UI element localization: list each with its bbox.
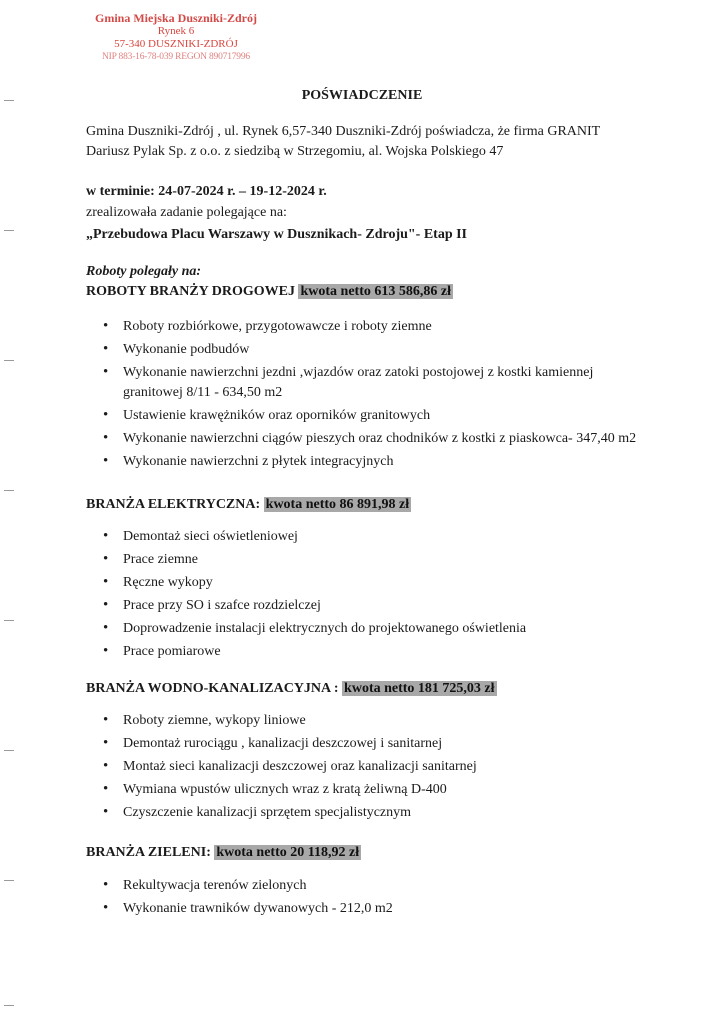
list-item: • Ustawienie krawężników oraz oporników granitowych <box>103 406 643 426</box>
municipality-stamp <box>86 12 266 64</box>
section-electric-list <box>103 527 643 665</box>
margin-mark <box>4 360 14 361</box>
section-green-heading: BRANŻA ZIELENI: <box>86 845 211 860</box>
margin-mark <box>4 880 14 881</box>
margin-mark <box>4 620 14 621</box>
stamp-street: Rynek 6 <box>157 25 195 37</box>
list-item: • Prace przy SO i szafce rozdzielczej <box>103 596 643 616</box>
margin-mark <box>4 1005 14 1006</box>
list-item: • Roboty rozbiórkowe, przygotowawcze i roboty ziemne <box>103 317 643 337</box>
stamp-ids: NIP 883-16-78-039 REGON 890717996 <box>102 52 250 62</box>
margin-mark <box>4 490 14 491</box>
realized-line: zrealizowała zadanie polegające na: <box>86 205 287 220</box>
section-water-heading: BRANŻA WODNO-KANALIZACYJNA : <box>86 681 339 696</box>
term-line: w terminie: 24-07-2024 r. – 19-12-2024 r. <box>86 184 327 199</box>
intro-paragraph: Gmina Duszniki-Zdrój , ul. Rynek 6,57-340 Duszniki-Zdrój poświadcza, że firma GRANIT Dariusz Pylak Sp. z o.o. z siedzibą w Strzegomiu, al. Wojska Polskiego 47 <box>86 124 600 159</box>
list-item: • Demontaż rurociągu , kanalizacji deszczowej i sanitarnej <box>103 734 643 754</box>
section-green-amount: kwota netto 20 118,92 zł <box>216 845 360 860</box>
stamp-name: Gmina Miejska Duszniki-Zdrój <box>94 11 257 25</box>
section-electric-amount: kwota netto 86 891,98 zł <box>265 497 410 512</box>
list-item: • Wykonanie nawierzchni z płytek integracyjnych <box>103 452 643 472</box>
section-water-header <box>86 681 497 697</box>
list-item: • Wykonanie trawników dywanowych - 212,0 m2 <box>103 899 643 919</box>
list-item: • Wykonanie nawierzchni jezdni ,wjazdów oraz zatoki postojowej z kostki kamiennej granitowej 8/11 - 634,50 m2 <box>103 363 643 402</box>
section-green-header <box>86 845 361 861</box>
section-electric-header <box>86 497 411 513</box>
section-green-list <box>103 876 643 922</box>
section-road-amount: kwota netto 613 586,86 zł <box>300 284 451 299</box>
list-item: • Roboty ziemne, wykopy liniowe <box>103 711 643 731</box>
list-item: • Montaż sieci kanalizacji deszczowej oraz kanalizacji sanitarnej <box>103 757 643 777</box>
margin-mark <box>4 750 14 751</box>
project-name: „Przebudowa Placu Warszawy w Dusznikach- Zdroju"- Etap II <box>86 227 468 242</box>
section-road-header <box>86 284 453 300</box>
margin-mark <box>4 230 14 231</box>
list-item: • Wymiana wpustów ulicznych wraz z kratą żeliwną D-400 <box>103 780 643 800</box>
list-item: • Prace pomiarowe <box>103 642 643 662</box>
works-heading: Roboty polegały na: <box>86 264 202 279</box>
stamp-city: 57-340 DUSZNIKI-ZDRÓJ <box>114 38 238 50</box>
document-title: POŚWIADCZENIE <box>301 88 423 103</box>
list-item: • Wykonanie nawierzchni ciągów pieszych oraz chodników z kostki z piaskowca- 347,40 m2 <box>103 429 643 449</box>
section-water-amount: kwota netto 181 725,03 zł <box>344 681 495 696</box>
section-water-list <box>103 711 643 826</box>
list-item: • Rekultywacja terenów zielonych <box>103 876 643 896</box>
list-item: • Demontaż sieci oświetleniowej <box>103 527 643 547</box>
list-item: • Wykonanie podbudów <box>103 340 643 360</box>
list-item: • Doprowadzenie instalacji elektrycznych do projektowanego oświetlenia <box>103 619 643 639</box>
list-item: • Prace ziemne <box>103 550 643 570</box>
section-electric-heading: BRANŻA ELEKTRYCZNA: <box>86 497 261 512</box>
margin-mark <box>4 100 14 101</box>
section-road-heading: ROBOTY BRANŻY DROGOWEJ <box>86 284 295 299</box>
list-item: • Ręczne wykopy <box>103 573 643 593</box>
list-item: • Czyszczenie kanalizacji sprzętem specjalistycznym <box>103 803 643 823</box>
section-road-list <box>103 317 643 475</box>
